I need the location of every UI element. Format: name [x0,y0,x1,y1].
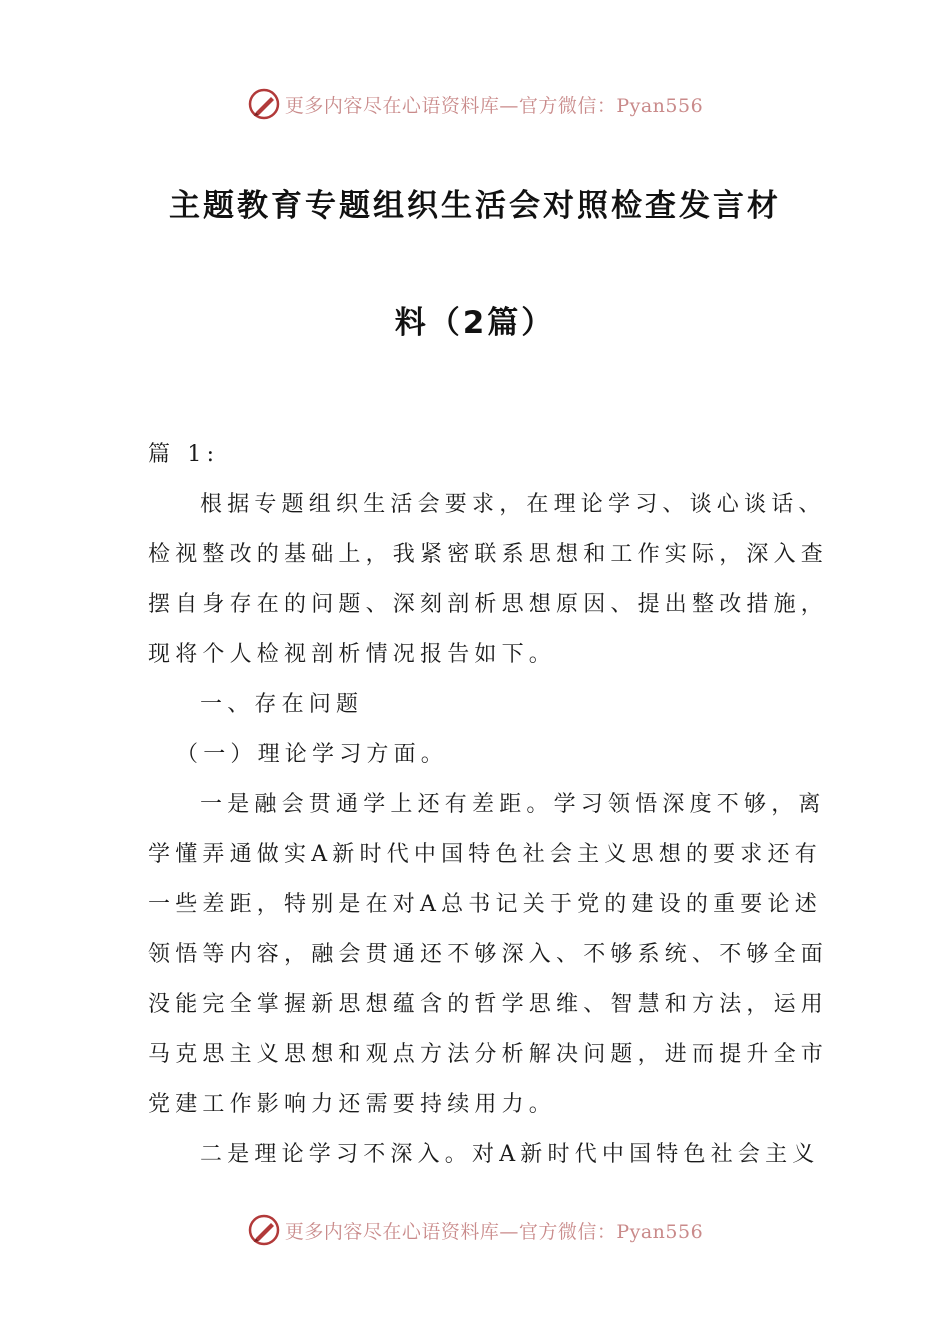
paragraph-line: 一些差距，特别是在对A总书记关于党的建设的重要论述 [148,892,822,917]
paragraph-line: 根据专题组织生活会要求，在理论学习、谈心谈话、 [200,492,826,517]
footer-watermark-banner [0,1210,950,1250]
paragraph-line: 马克思主义思想和观点方法分析解决问题，进而提升全市 [148,1042,829,1067]
paragraph-line: 一是融会贯通学上还有差距。学习领悟深度不够，离 [200,792,826,817]
subheading-theory-study: （一）理论学习方面。 [176,742,449,767]
paragraph-line: 学懂弄通做实A新时代中国特色社会主义思想的要求还有 [148,842,822,867]
paragraph-line: 摆自身存在的问题、深刻剖析思想原因、提出整改措施， [148,592,829,617]
heading-existing-problems: 一、存在问题 [200,692,364,717]
pen-logo-icon [247,87,281,121]
document-title-line-1: 主题教育专题组织生活会对照检查发言材 [169,188,781,224]
paragraph-line: 党建工作影响力还需要持续用力。 [148,1092,557,1117]
pen-logo-icon [247,1213,281,1247]
paragraph-line: 领悟等内容，融会贯通还不够深入、不够系统、不够全面 [148,942,829,967]
footer-watermark-text: 更多内容尽在心语资料库—官方微信：Pyan556 [284,1220,704,1243]
paragraph-line: 检视整改的基础上，我紧密联系思想和工作实际，深入查 [148,542,829,567]
paragraph-line: 现将个人检视剖析情况报告如下。 [148,642,557,667]
section-label: 篇 1: [148,442,220,467]
paragraph-line: 二是理论学习不深入。对A新时代中国特色社会主义 [200,1142,820,1167]
header-watermark-banner [0,84,950,124]
document-title-line-2: 料（2篇） [394,305,556,341]
header-watermark-text: 更多内容尽在心语资料库—官方微信：Pyan556 [284,94,704,117]
paragraph-line: 没能完全掌握新思想蕴含的哲学思维、智慧和方法，运用 [148,992,829,1017]
